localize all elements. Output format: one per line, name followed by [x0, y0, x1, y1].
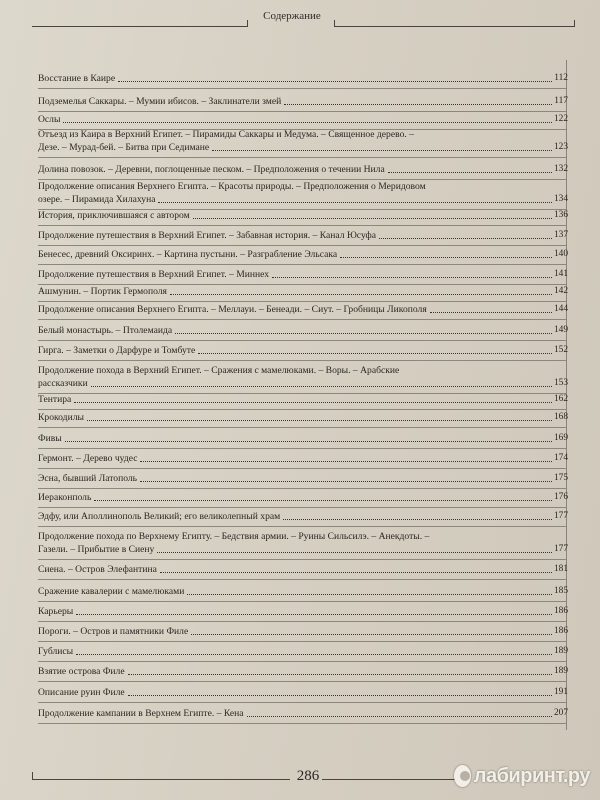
toc-entry [38, 563, 568, 576]
toc-entry-line [38, 686, 568, 699]
toc-entry-title: Гермонт. – Дерево чудес [38, 453, 138, 464]
toc-entry-page: 169 [553, 433, 568, 443]
toc-entry-page: 162 [553, 394, 568, 404]
toc-entry-line [38, 625, 568, 638]
toc-entry [38, 303, 568, 316]
dot-leader [283, 519, 552, 520]
toc-entry-page: 186 [553, 626, 568, 636]
toc-entry [38, 645, 568, 658]
toc-separator [38, 448, 566, 449]
toc-entry-line [38, 665, 568, 678]
toc-entry [38, 530, 568, 556]
toc-separator [38, 507, 566, 508]
toc-entry-title: Продолжение путешествия в Верхний Египет. – Миннех [38, 269, 270, 280]
dot-leader [272, 277, 552, 278]
toc-entry-line [38, 605, 568, 618]
toc-entry-title-line: Продолжение похода в Верхний Египет. – Сражения с мамелюками. – Воры. – Арабские [38, 365, 400, 376]
toc-entry-line [38, 510, 568, 523]
toc-entry-page: 177 [553, 544, 568, 554]
toc-entry-line [38, 344, 568, 357]
toc-entry-page: 117 [554, 96, 568, 106]
toc-entry [38, 128, 568, 154]
toc-entry-page: 189 [553, 666, 568, 676]
dot-leader [118, 81, 552, 82]
page-number: 286 [296, 768, 320, 784]
dot-leader [212, 150, 552, 151]
toc-entry-page: 141 [553, 269, 568, 279]
toc-entry [38, 344, 568, 357]
toc-separator [38, 264, 566, 265]
toc-entry-page: 174 [553, 453, 568, 463]
toc-separator [38, 579, 566, 580]
toc-entry-page: 153 [553, 378, 568, 388]
dot-leader [128, 695, 552, 696]
toc-entry-title: Гирга. – Заметки о Дарфуре и Томбуте [38, 345, 196, 356]
toc-entry-page: 191 [553, 687, 568, 697]
toc-entry [38, 452, 568, 465]
toc-entry-title: Гублисы [38, 646, 74, 657]
toc-entry [38, 393, 568, 406]
toc-entry-line [38, 585, 568, 598]
footer-rule-right [322, 779, 462, 780]
dot-leader [187, 594, 552, 595]
toc-entry-title: Взятие острова Филе [38, 666, 125, 677]
toc-separator [38, 621, 566, 622]
toc-entry-line [38, 563, 568, 576]
toc-separator [38, 225, 566, 226]
toc-entry-line [38, 285, 568, 298]
dot-leader [94, 500, 552, 501]
toc-entry [38, 625, 568, 638]
dot-leader [191, 634, 552, 635]
toc-entry-line [38, 452, 568, 465]
toc-entry [38, 585, 568, 598]
toc-entry-line [38, 72, 568, 85]
dot-leader [63, 122, 552, 123]
dot-leader [91, 386, 552, 387]
toc-entry-page: 137 [553, 230, 568, 240]
toc-entry-title: Бенесеc, древний Оксиринх. – Картина пустыни. – Разграбление Эльсака [38, 249, 338, 260]
toc-entry-title-line: Продолжение похода по Верхнему Египту. – Бедствия армии. – Руины Сильсилэ. – Анекдоты. – [38, 531, 430, 542]
toc-separator [38, 245, 566, 246]
toc-entry-page: 176 [553, 492, 568, 502]
toc-entry-title: озере. – Пирамида Хилахуна [38, 194, 156, 205]
toc-entry-page: 149 [553, 325, 568, 335]
labirint-logo-icon [454, 765, 471, 787]
toc-entry [38, 665, 568, 678]
toc-entry-title: Сражение кавалерии с мамелюками [38, 586, 185, 597]
toc-entry-title: Эсна, бывший Латополь [38, 473, 138, 484]
toc-separator [38, 601, 566, 602]
toc-entry [38, 411, 568, 424]
toc-entry-line [38, 268, 568, 281]
dot-leader [175, 333, 552, 334]
toc-entry-page: 136 [553, 210, 568, 220]
toc-entry [38, 605, 568, 618]
toc-entry-page: 185 [553, 586, 568, 596]
toc-entry [38, 95, 568, 108]
toc-entry [38, 248, 568, 261]
dot-leader [76, 614, 552, 615]
toc-separator [38, 88, 566, 89]
toc-separator [38, 641, 566, 642]
toc-entry [38, 707, 568, 720]
toc-separator [38, 340, 566, 341]
toc-entry [38, 472, 568, 485]
toc-entry-title: Пороги. – Остров и памятники Филе [38, 626, 189, 637]
toc-entry-page: 123 [553, 142, 568, 152]
toc-entry-page: 177 [553, 511, 568, 521]
dot-leader [284, 104, 552, 105]
toc-entry-line [38, 95, 568, 108]
dot-leader [140, 461, 551, 462]
dot-leader [247, 716, 552, 717]
toc-separator [38, 360, 566, 361]
toc-entry-line [38, 432, 568, 445]
toc-entry-line [38, 113, 568, 126]
toc-entry-title-line: Продолжение описания Верхнего Египта. – Красоты природы. – Предположения о Меридовом [38, 181, 426, 192]
toc-separator [38, 526, 566, 527]
toc-entry-line [38, 411, 568, 424]
toc-entry [38, 285, 568, 298]
toc-entry-title: рассказчики [38, 378, 88, 389]
toc-entry [38, 324, 568, 337]
dot-leader [198, 353, 552, 354]
toc-entry-line [38, 209, 568, 222]
toc-entry-line [38, 491, 568, 504]
toc-separator [38, 301, 566, 302]
watermark-text: лабиринт.ру [473, 764, 590, 787]
toc-entry-line [38, 303, 568, 316]
toc-entry-title: Фивы [38, 433, 62, 444]
dot-leader [379, 238, 552, 239]
toc-entry-page: 175 [553, 473, 568, 483]
toc-entry-page: 152 [553, 345, 568, 355]
running-head: Содержание [263, 10, 321, 22]
dot-leader [160, 572, 552, 573]
toc-entry-page: 142 [553, 286, 568, 296]
toc-separator [38, 409, 566, 410]
toc-entry [38, 268, 568, 281]
toc-entry [38, 432, 568, 445]
toc-entry-title: Описание руин Филе [38, 687, 125, 698]
toc-entry [38, 510, 568, 523]
toc-entry-title: Продолжение путешествия в Верхний Египет. – Забавная история. – Канал Юсуфа [38, 230, 376, 241]
dot-leader [340, 257, 552, 258]
toc-entry-line [38, 543, 568, 556]
toc-separator [38, 488, 566, 489]
toc-entry [38, 113, 568, 126]
toc-entry-title: Долина повозок. – Деревни, поглощенные песком. – Предположения о течении Нила [38, 164, 385, 175]
toc-separator [38, 319, 566, 320]
toc-entry-title: Ашмунин. – Портик Гермополя [38, 286, 167, 297]
footer-rule-left [32, 779, 290, 780]
dot-leader [388, 172, 552, 173]
dot-leader [430, 312, 552, 313]
dot-leader [65, 441, 552, 442]
toc-entry-line [38, 163, 568, 176]
toc-entry-line [38, 248, 568, 261]
toc-entry-line [38, 324, 568, 337]
toc-entry-page: 112 [554, 73, 568, 83]
toc-entry-page: 132 [553, 164, 568, 174]
toc-entry-page: 181 [553, 564, 568, 574]
toc-entry [38, 180, 568, 206]
toc-separator [38, 681, 566, 682]
toc-entry-title: Белый монастырь. – Птолемаида [38, 325, 173, 336]
toc-entry-line [38, 229, 568, 242]
toc-entry-title: Продолжение описания Верхнего Египта. – Меллауи. – Бенеади. – Сиут. – Гробницы Ликополя [38, 304, 427, 315]
toc-entry [38, 209, 568, 222]
toc-entry-page: 207 [553, 708, 568, 718]
toc-entry-title: Газели. – Прибытие в Сиену [38, 544, 155, 555]
toc-entry-title: Тентира [38, 394, 72, 405]
toc-entry-line [38, 393, 568, 406]
toc-entry-title: Иераконполь [38, 492, 92, 503]
toc-entry-title: Восстание в Каире [38, 73, 116, 84]
toc-separator [38, 559, 566, 560]
toc-entry-line [38, 645, 568, 658]
toc-entry-page: 186 [553, 606, 568, 616]
watermark [454, 763, 590, 789]
toc-entry-title: Ослы [38, 114, 61, 125]
toc-entry-page: 140 [553, 249, 568, 259]
toc-entry-title: Сиена. – Остров Элефантина [38, 564, 157, 575]
toc-entry-title: Эдфу, или Аполлинополь Великий; его великолепный храм [38, 511, 281, 522]
toc-entry [38, 229, 568, 242]
toc-entry-line [38, 377, 568, 390]
toc-entry-line [38, 141, 568, 154]
toc-entry-line [38, 472, 568, 485]
toc-separator [38, 468, 566, 469]
toc-entry-title: Дезе. – Мурад-бей. – Битва при Седимане [38, 142, 210, 153]
dot-leader [157, 552, 552, 553]
toc-entry-page: 122 [553, 114, 568, 124]
toc-separator [38, 661, 566, 662]
dot-leader [74, 402, 552, 403]
toc-entry [38, 72, 568, 85]
dot-leader [158, 202, 551, 203]
toc-entry-page: 189 [553, 646, 568, 656]
toc-entry-title-line: Отъезд из Каира в Верхний Египет. – Пирамиды Саккары и Медума. – Священное дерево. – [38, 129, 414, 140]
toc-entry-line [38, 707, 568, 720]
dot-leader [76, 654, 552, 655]
dot-leader [128, 674, 552, 675]
toc-entry-page: 134 [553, 194, 568, 204]
toc-entry-title: Карьеры [38, 606, 74, 617]
dot-leader [87, 420, 552, 421]
toc-entry-title: История, приключившаяся с автором [38, 210, 190, 221]
toc-separator [38, 723, 566, 724]
toc-entry-title: Крокодилы [38, 412, 84, 423]
toc-separator [38, 157, 566, 158]
toc-entry-page: 144 [553, 304, 568, 314]
toc-entry [38, 686, 568, 699]
toc-separator [38, 427, 566, 428]
toc-entry [38, 163, 568, 176]
toc-entry-page: 168 [553, 412, 568, 422]
toc-entry [38, 491, 568, 504]
toc-entry-title: Продолжение кампании в Верхнем Египте. – Кена [38, 708, 244, 719]
dot-leader [140, 481, 552, 482]
toc-entry-line [38, 193, 568, 206]
toc-entry [38, 364, 568, 390]
dot-leader [170, 294, 552, 295]
toc-separator [38, 702, 566, 703]
toc-entry-title: Подземелья Саккары. – Мумии ибисов. – Заклинатели змей [38, 96, 282, 107]
dot-leader [193, 218, 552, 219]
toc-separator [38, 111, 566, 112]
